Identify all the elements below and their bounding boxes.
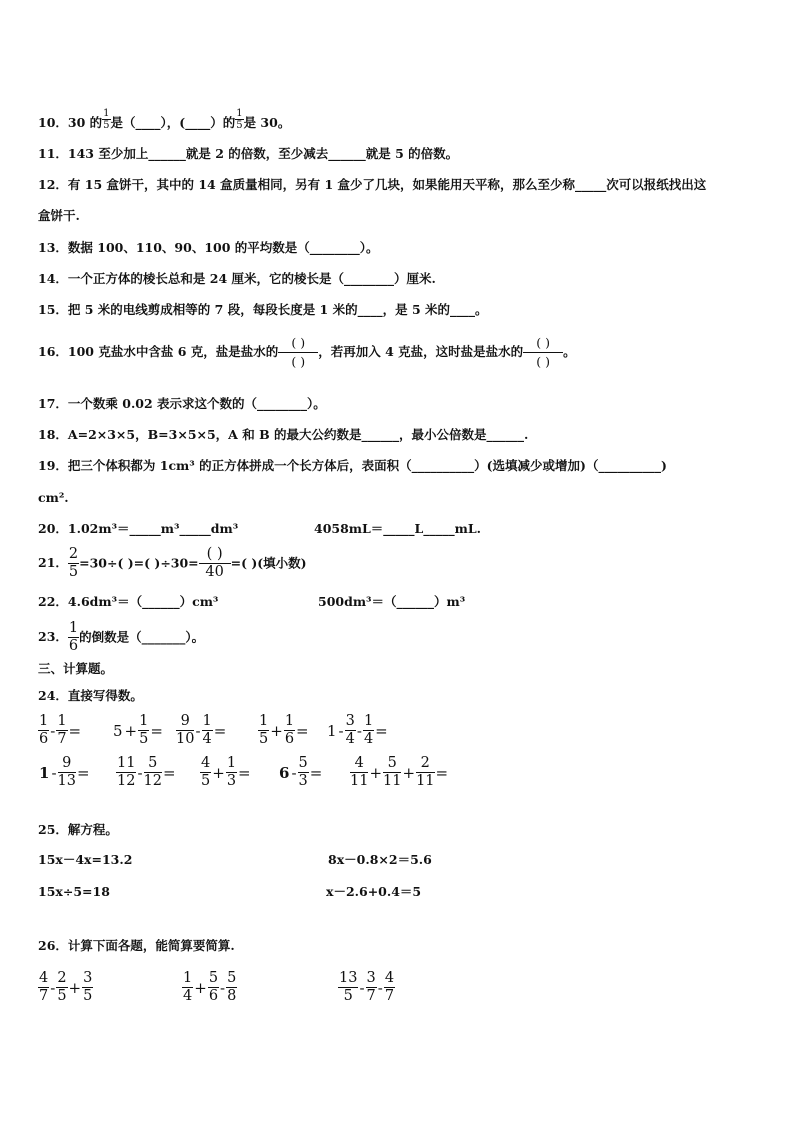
fraction-numerator: 1 bbox=[183, 970, 193, 986]
fraction-denominator: 5 bbox=[236, 120, 243, 131]
fraction-numerator: 1 bbox=[57, 713, 67, 729]
fraction-numerator: 9 bbox=[58, 755, 76, 773]
fraction bbox=[56, 713, 67, 748]
question-12: 12．有 15 盒饼干，其中的 14 盒质量相同，另有 1 盒少了几块，如果能用天平称，那么至少称_____次可以报纸找出这 bbox=[38, 177, 707, 192]
equals-sign: = bbox=[68, 721, 82, 740]
fraction-numerator: 1 bbox=[68, 620, 79, 636]
plus-sign: + bbox=[270, 721, 283, 740]
minus-sign: - bbox=[338, 721, 344, 740]
fraction-denominator: 6 bbox=[284, 731, 295, 747]
fraction-numerator: 4 bbox=[39, 970, 49, 986]
fraction bbox=[144, 755, 162, 790]
fraction-numerator: 1 bbox=[139, 713, 149, 729]
fraction-denominator: 6 bbox=[208, 988, 219, 1004]
fraction-numerator: 1 bbox=[226, 755, 237, 771]
equals-sign: = bbox=[309, 763, 323, 782]
fraction-denominator: 3 bbox=[226, 773, 237, 789]
q16-text-c: 。 bbox=[563, 344, 576, 359]
expr-4-5-plus-1-3 bbox=[200, 755, 252, 790]
expr-1-5-plus-1-6 bbox=[258, 713, 310, 748]
blank-fraction-2 bbox=[523, 334, 563, 371]
question-12-cont: 盒饼干. bbox=[38, 208, 80, 223]
q21-text-a: =30÷( )=( )÷30= bbox=[79, 555, 199, 571]
fraction bbox=[182, 970, 193, 1005]
fraction-numerator: 5 bbox=[208, 970, 219, 986]
fraction bbox=[298, 755, 309, 790]
fraction bbox=[258, 713, 269, 748]
fraction-numerator: 3 bbox=[366, 970, 376, 986]
minus-sign: - bbox=[137, 763, 143, 782]
equals-sign: = bbox=[375, 721, 388, 740]
number-five: 5 bbox=[113, 721, 123, 740]
expr-4-11-plus-5-11-plus-2-11 bbox=[350, 755, 449, 790]
fraction bbox=[116, 755, 136, 790]
fraction-one-fifth-2 bbox=[235, 108, 243, 131]
minus-sign: - bbox=[51, 763, 57, 782]
expr-13-5-minus-3-7-minus-4-7 bbox=[338, 970, 395, 1005]
fraction-denominator: 5 bbox=[201, 773, 211, 789]
fraction-numerator: 5 bbox=[383, 755, 401, 773]
fraction-two-fifths bbox=[68, 546, 79, 581]
fraction bbox=[56, 970, 67, 1005]
fraction-numerator: 2 bbox=[68, 546, 79, 562]
q10-text-c: 是 30。 bbox=[243, 115, 291, 130]
fraction bbox=[58, 755, 76, 790]
fraction-denominator: 7 bbox=[384, 988, 395, 1004]
equation-1: 15x－4x=13.2 bbox=[38, 852, 133, 867]
expr-4-7-minus-2-5-plus-3-5 bbox=[38, 970, 93, 1005]
q10-text-b: 是（____），(____）的 bbox=[110, 115, 236, 130]
fraction-one-sixth bbox=[68, 620, 79, 655]
equals-sign: = bbox=[435, 763, 449, 782]
fraction bbox=[338, 970, 358, 1005]
q23-text: 的倒数是（_______）。 bbox=[79, 629, 205, 645]
fraction-blank-over-40 bbox=[199, 546, 231, 581]
question-24: 24．直接写得数。 bbox=[38, 688, 143, 703]
fraction-denominator: 7 bbox=[39, 988, 49, 1004]
fraction-denominator: 5 bbox=[83, 988, 93, 1004]
question-22a: 22．4.6dm³＝（______）cm³ bbox=[38, 594, 219, 609]
fraction bbox=[416, 755, 434, 790]
expr-1-4-plus-5-6-minus-5-8 bbox=[182, 970, 237, 1005]
minus-sign: - bbox=[195, 721, 201, 740]
question-18: 18．A=2×3×5，B=3×5×5，A 和 B 的最大公约数是______，最小公倍数是______. bbox=[38, 427, 529, 442]
plus-sign: + bbox=[68, 978, 82, 997]
equals-sign: = bbox=[296, 721, 309, 740]
number-six: 6 bbox=[279, 763, 290, 782]
fraction-denominator: 4 bbox=[363, 731, 374, 747]
fraction-denominator: ( ) bbox=[536, 354, 551, 369]
fraction bbox=[138, 713, 149, 748]
fraction bbox=[38, 713, 49, 748]
plus-sign: + bbox=[369, 763, 383, 782]
fraction-numerator: 5 bbox=[144, 755, 162, 773]
equals-sign: = bbox=[238, 763, 251, 782]
question-21 bbox=[38, 546, 307, 581]
fraction-denominator: 6 bbox=[39, 731, 49, 747]
fraction bbox=[363, 713, 374, 748]
fraction-denominator: 7 bbox=[366, 988, 376, 1004]
q16-text-b: ，若再加入 4 克盐，这时盐是盐水的 bbox=[318, 344, 524, 359]
fraction-denominator: 4 bbox=[202, 731, 212, 747]
fraction-numerator: 3 bbox=[83, 970, 93, 986]
fraction-numerator: 9 bbox=[176, 713, 194, 731]
q16-text-a: 16．100 克盐水中含盐 6 克，盐是盐水的 bbox=[38, 344, 279, 359]
plus-sign: + bbox=[212, 763, 225, 782]
fraction-denominator: 5 bbox=[103, 120, 110, 131]
fraction-denominator: 11 bbox=[383, 773, 402, 789]
question-10 bbox=[38, 108, 290, 131]
fraction-numerator: 1 bbox=[236, 108, 243, 119]
fraction bbox=[345, 713, 356, 748]
fraction bbox=[202, 713, 213, 748]
fraction-numerator: 1 bbox=[363, 713, 374, 729]
expr-6-minus-5-3 bbox=[278, 755, 323, 790]
fraction-numerator: ( ) bbox=[199, 546, 231, 564]
fraction-numerator: 4 bbox=[350, 755, 368, 773]
blank-fraction bbox=[278, 334, 318, 371]
fraction bbox=[226, 755, 237, 790]
fraction-numerator: 1 bbox=[259, 713, 269, 729]
fraction bbox=[176, 713, 194, 748]
equals-sign: = bbox=[76, 763, 90, 782]
fraction-one-fifth bbox=[102, 108, 110, 131]
section-3-heading: 三、计算题。 bbox=[38, 661, 114, 676]
expr-1-minus-3-4-minus-1-4 bbox=[326, 713, 389, 748]
q21-text-b: =( )(填小数) bbox=[230, 555, 307, 571]
fraction-denominator: 4 bbox=[345, 731, 355, 747]
fraction bbox=[208, 970, 219, 1005]
question-15: 15．把 5 米的电线剪成相等的 7 段，每段长度是 1 米的____，是 5 米的____。 bbox=[38, 302, 488, 317]
fraction-denominator: 12 bbox=[117, 773, 136, 789]
fraction-denominator: 5 bbox=[343, 988, 353, 1004]
fraction-denominator: 5 bbox=[57, 988, 67, 1004]
q23-number: 23． bbox=[38, 629, 68, 644]
question-13: 13．数据 100、110、90、100 的平均数是（________）。 bbox=[38, 240, 379, 255]
fraction-denominator: 11 bbox=[416, 773, 435, 789]
fraction bbox=[38, 970, 49, 1005]
fraction-numerator: 1 bbox=[103, 108, 110, 119]
fraction-denominator: 5 bbox=[139, 731, 149, 747]
equals-sign: = bbox=[162, 763, 176, 782]
fraction-numerator: 1 bbox=[284, 713, 295, 729]
fraction-numerator: ( ) bbox=[278, 334, 318, 353]
fraction-denominator: 8 bbox=[227, 988, 237, 1004]
fraction-denominator: 40 bbox=[205, 564, 224, 580]
fraction-numerator: 3 bbox=[345, 713, 355, 729]
plus-sign: + bbox=[194, 978, 207, 997]
number-one: 1 bbox=[327, 721, 337, 740]
question-26: 26．计算下面各题，能简算要简算. bbox=[38, 938, 235, 953]
minus-sign: - bbox=[359, 978, 365, 997]
question-19-cont: cm². bbox=[38, 490, 69, 505]
plus-sign: + bbox=[124, 721, 138, 740]
minus-sign: - bbox=[50, 978, 56, 997]
fraction-denominator: 13 bbox=[57, 773, 76, 789]
question-16 bbox=[38, 334, 576, 371]
equals-sign: = bbox=[150, 721, 163, 740]
minus-sign: - bbox=[291, 763, 297, 782]
question-17: 17．一个数乘 0.02 表示求这个数的（________）。 bbox=[38, 396, 326, 411]
fraction-denominator: 5 bbox=[68, 564, 79, 580]
fraction-numerator: 4 bbox=[384, 970, 395, 986]
fraction-denominator: ( ) bbox=[291, 354, 306, 369]
fraction bbox=[226, 970, 237, 1005]
question-19: 19．把三个体积都为 1cm³ 的正方体拼成一个长方体后，表面积（__________）(选填减少或增加)（__________) bbox=[38, 458, 667, 473]
q21-number: 21． bbox=[38, 555, 68, 570]
fraction-denominator: 7 bbox=[57, 731, 67, 747]
question-14: 14．一个正方体的棱长总和是 24 厘米，它的棱长是（________）厘米. bbox=[38, 271, 436, 286]
fraction-denominator: 12 bbox=[143, 773, 162, 789]
fraction-numerator: 2 bbox=[57, 970, 67, 986]
equation-4: x－2.6+0.4＝5 bbox=[326, 884, 422, 899]
fraction-numerator: 13 bbox=[339, 970, 358, 986]
fraction-numerator: ( ) bbox=[523, 334, 563, 353]
fraction bbox=[384, 970, 395, 1005]
fraction-numerator: 5 bbox=[227, 970, 237, 986]
fraction bbox=[284, 713, 295, 748]
question-22b: 500dm³＝（______）m³ bbox=[318, 594, 466, 609]
expr-1-minus-9-13 bbox=[38, 755, 91, 790]
fraction-denominator: 6 bbox=[68, 638, 79, 654]
fraction-denominator: 4 bbox=[183, 988, 193, 1004]
q10-number: 10． bbox=[38, 115, 68, 130]
fraction-denominator: 10 bbox=[176, 731, 195, 747]
question-20a: 20．1.02m³＝_____m³_____dm³ bbox=[38, 521, 239, 536]
expr-1-6-minus-1-7 bbox=[38, 713, 82, 748]
fraction bbox=[366, 970, 377, 1005]
fraction bbox=[82, 970, 93, 1005]
equation-2: 8x－0.8×2＝5.6 bbox=[328, 852, 432, 867]
fraction-denominator: 5 bbox=[259, 731, 269, 747]
question-25: 25．解方程。 bbox=[38, 822, 118, 837]
equation-3: 15x÷5=18 bbox=[38, 884, 110, 899]
minus-sign: - bbox=[377, 978, 383, 997]
minus-sign: - bbox=[220, 978, 226, 997]
fraction-denominator: 3 bbox=[298, 773, 308, 789]
minus-sign: - bbox=[356, 721, 362, 740]
fraction-numerator: 4 bbox=[201, 755, 211, 771]
fraction bbox=[383, 755, 401, 790]
q10-text-a: 30 的 bbox=[67, 115, 103, 130]
fraction bbox=[350, 755, 368, 790]
expr-9-10-minus-1-4 bbox=[176, 713, 227, 748]
expr-5-plus-1-5 bbox=[112, 713, 164, 748]
fraction-numerator: 2 bbox=[416, 755, 434, 773]
minus-sign: - bbox=[50, 721, 56, 740]
question-11: 11．143 至少加上______就是 2 的倍数，至少减去______就是 5 的倍数。 bbox=[38, 146, 459, 161]
question-20b: 4058mL＝_____L_____mL. bbox=[314, 521, 481, 536]
fraction-numerator: 1 bbox=[39, 713, 49, 729]
fraction-numerator: 1 bbox=[202, 713, 212, 729]
question-23 bbox=[38, 620, 204, 655]
expr-11-12-minus-5-12 bbox=[116, 755, 177, 790]
fraction-numerator: 11 bbox=[117, 755, 136, 771]
fraction-denominator: 11 bbox=[350, 773, 369, 789]
plus-sign: + bbox=[402, 763, 416, 782]
fraction bbox=[200, 755, 211, 790]
equals-sign: = bbox=[213, 721, 227, 740]
number-one: 1 bbox=[39, 763, 50, 782]
fraction-numerator: 5 bbox=[298, 755, 308, 771]
